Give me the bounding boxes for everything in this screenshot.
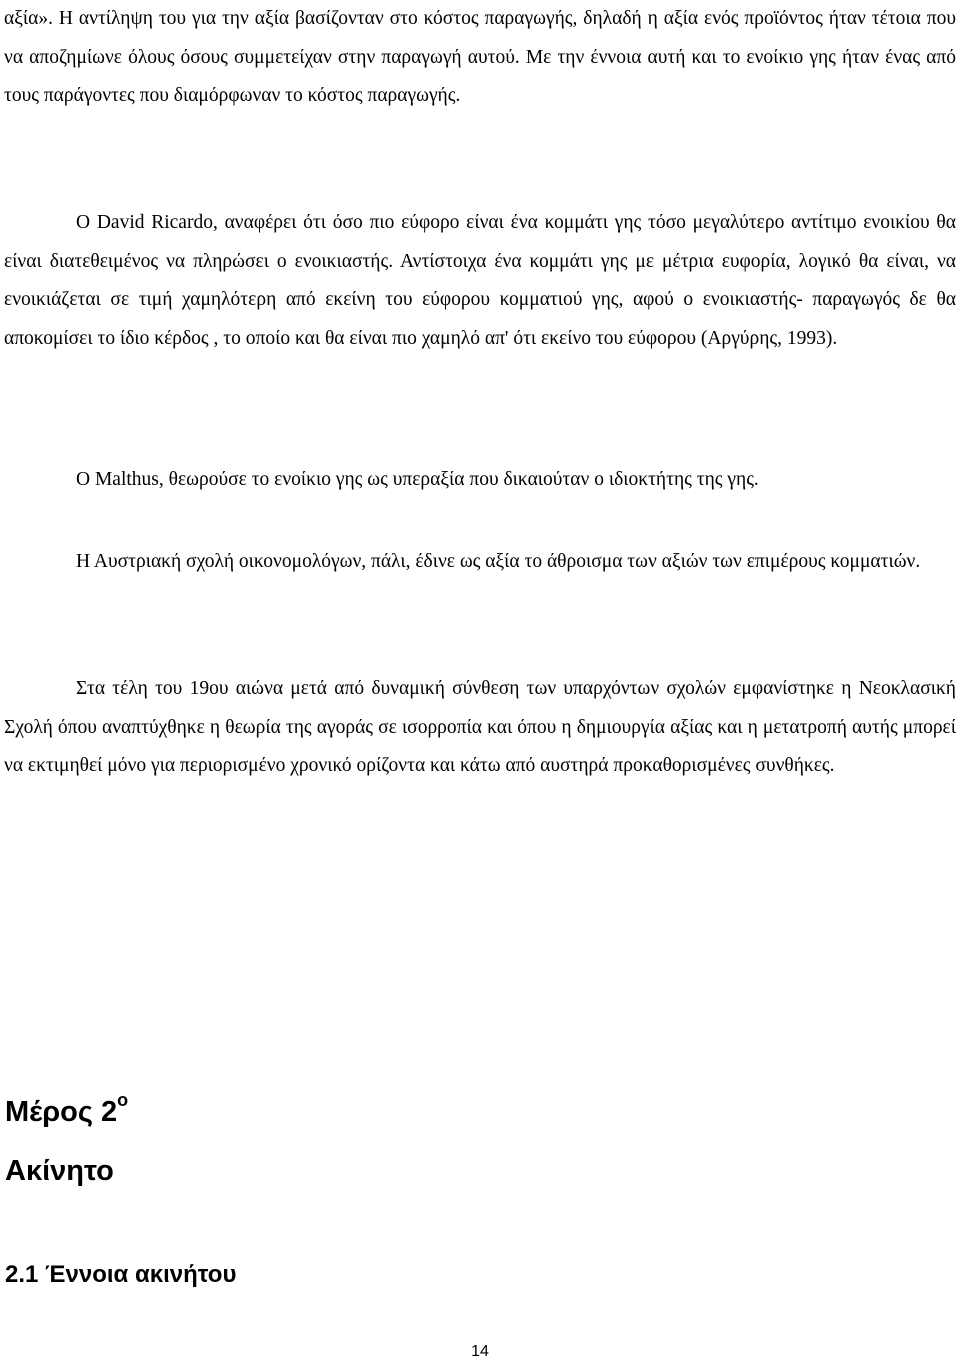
paragraph-value-theory: αξία». Η αντίληψη του για την αξία βασίζονταν στο κόστος παραγωγής, δηλαδή η αξία ενός προϊόντος ήταν τέτοια που να αποζημίωνε όλους όσους συμμετείχαν στην παραγωγή αυτού. Με την έννοια αυτή και το ενοίκιο γης ήταν ένας από τους παράγοντες που διαμόρφωναν το κόστος παραγωγής.: [4, 8, 956, 106]
paragraph-malthus: Ο Malthus, θεωρούσε το ενοίκιο γης ως υπεραξία που δικαιούταν ο ιδιοκτήτης της γης.: [76, 469, 759, 490]
part-heading: [5, 1092, 128, 1132]
paragraph-ricardo: Ο David Ricardo, αναφέρει ότι όσο πιο εύφορο είναι ένα κομμάτι γης τόσο μεγαλύτερο αντίτιμο ενοικίου θα είναι διατεθειμένος να πληρώσει ο ενοικιαστής. Αντίστοιχα ένα κομμάτι γης με μέτρια ευφορία, λογικό θα είναι, να ενοικιάζεται σε τιμή χαμηλότερη από εκείνη του εύφορου κομματιού γης, αφού ο ενοικιαστής- παραγωγός δε θα αποκομίσει το ίδιο κέρδος , το οποίο και θα είναι πιο χαμηλό απ' ότι εκείνο του εύφορου (Αργύρης, 1993).: [4, 212, 956, 349]
part-title: Ακίνητο: [5, 1155, 114, 1187]
section-heading: 2.1 Έννοια ακινήτου: [5, 1261, 237, 1288]
page-number: 14: [471, 1343, 489, 1360]
paragraph-neoclassical-school: Στα τέλη του 19ου αιώνα μετά από δυναμική σύνθεση των υπαρχόντων σχολών εμφανίστηκε η Νεοκλασική Σχολή όπου αναπτύχθηκε η θεωρία της αγοράς σε ισορροπία και όπου η δημιουργία αξίας και η μετατροπή αυτής μπορεί να εκτιμηθεί μόνο για περιορισμένο χρονικό ορίζοντα και κάτω από αυστηρά προκαθορισμένες συνθήκες.: [4, 678, 956, 776]
part-label: Μέρος 2: [5, 1096, 118, 1128]
part-superscript: ο: [117, 1090, 129, 1111]
paragraph-austrian-school: Η Αυστριακή σχολή οικονομολόγων, πάλι, έδινε ως αξία το άθροισμα των αξιών των επιμέρους κομματιών.: [76, 551, 921, 572]
